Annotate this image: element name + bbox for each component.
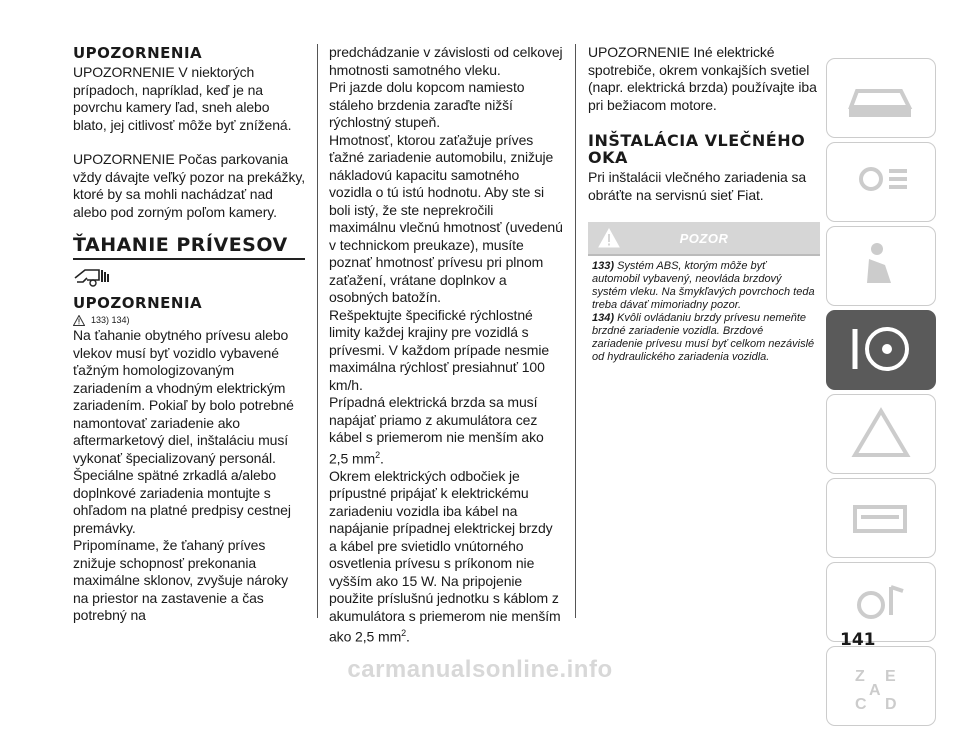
paragraph: UPOZORNENIE Počas parkovania vždy dávajte veľký pozor na prekážky, ktoré by sa mohli nachádzať nad alebo pod zorným poľom kamery.	[73, 151, 306, 220]
car-info-icon	[841, 67, 921, 127]
tab-maintenance[interactable]	[826, 478, 936, 558]
watermark: carmanualsonline.info	[347, 656, 613, 683]
warning-box	[588, 222, 820, 368]
paragraph: Okrem elektrických odbočiek je prípustné pripájať k elektrickému zariadeniu vozidla iba kábel na napájanie prípadnej elektrickej brzdy a kábel pre svietidlo vnútorného osvetlenia prívesu s príkonom nie vyšším ako 15 W. Na pripojenie použite príslušnú jednotku s káblom z akumulátora s priemerom nie menším ako 2,5 $mm^2$.	[329, 467, 561, 645]
warning-body	[588, 254, 820, 368]
lights-icon	[841, 151, 921, 211]
svg-text:D: D	[885, 696, 897, 713]
column-1	[73, 44, 305, 625]
paragraph: Na ťahanie obytného prívesu alebo vlekov musí byť vozidlo vybavené ťažným homologizovaným zariadením a vhodným elektrickým zariadením. Pokiaľ by bolo potrebné namontovať zariadenie ako aftermarketový diel, inštaláciu musí vykonať špecializovaný personál.	[73, 327, 294, 466]
warning-title: POZOR	[679, 231, 729, 246]
section-title-tow-eye: INŠTALÁCIA VLEČNÉHO OKA	[588, 131, 806, 167]
towing-icon	[73, 266, 305, 288]
paragraph: UPOZORNENIE Iné elektrické spotrebiče, okrem vonkajších svetiel (napr. elektrická brzda) používajte iba pri bežiacom motore.	[588, 44, 817, 113]
column-3	[588, 44, 820, 368]
paragraph: Hmotnosť, ktorou zaťažuje príves ťažné zariadenie automobilu, znižuje nákladovú kapacitu samotného vozidla o tú istú hodnotu. Aby ste si boli istý, že ste neprekročili maximálnu vlečnú hmotnosť (uvedenú v technickom preukaze), musíte poznať hmotnosť prívesu pri plnom zaťažení, vrátane doplnkov a osobných batožín.	[329, 131, 563, 305]
paragraph: Pripomíname, že ťahaný príves znižuje schopnosť prekonania maximálne sklonov, zvyšuje nároky na priestor na zastavenie a čas potrebný na	[73, 537, 289, 623]
heading-warnings: UPOZORNENIA	[73, 44, 203, 62]
section-rule	[73, 258, 305, 260]
paragraph: Špeciálne spätné zrkadlá a/alebo doplnkové zariadenia montujte s ohľadom na platné predpisy cestnej premávky.	[73, 467, 291, 536]
warning-triangle-icon	[73, 315, 85, 326]
warning-refs	[73, 314, 305, 326]
warning-item: 133) Systém ABS, ktorým môže byť automobil vybavený, neovláda brzdový systém vleku. Na šmykľavých povrchoch teda treba dávať mimoriadny pozor.	[592, 260, 815, 311]
paragraph: UPOZORNENIE V niektorých prípadoch, napríklad, keď je na povrchu kamery ľad, sneh alebo blato, jej citlivosť môže byť znížená.	[73, 64, 292, 133]
column-2	[329, 44, 563, 646]
paragraph: Pri inštalácii vlečného zariadenia sa obráťte na servisnú sieť Fiat.	[588, 169, 807, 203]
svg-text:C: C	[855, 696, 867, 713]
svg-text:A: A	[869, 682, 881, 699]
section-title-towing: ŤAHANIE PRÍVESOV	[73, 234, 288, 256]
warning-item: 134) Kvôli ovládaniu brzdy prívesu nemeňte brzdné zariadenie vozidla. Brzdové zariadenie prívesu musí byť celkom nezávislé od hydraulického zariadenia vozidla.	[592, 312, 815, 363]
tab-driving[interactable]	[826, 310, 936, 390]
refs-text: 133) 134)	[91, 315, 130, 325]
tab-lights[interactable]	[826, 142, 936, 222]
multimedia-icon	[841, 571, 921, 631]
tab-emergency[interactable]	[826, 394, 936, 474]
maintenance-icon	[841, 487, 921, 547]
tab-car-info[interactable]	[826, 58, 936, 138]
heading-warnings-2: UPOZORNENIA	[73, 294, 203, 312]
steering-wheel-key-icon	[841, 319, 921, 379]
seat-safety-icon	[841, 235, 921, 295]
column-divider	[317, 44, 318, 618]
column-divider	[575, 44, 576, 618]
paragraph: Rešpektujte špecifické rýchlostné limity každej krajiny pre vozidlá s prívesmi. V každom prípade nesmie maximálna rýchlosť presiahnuť 100 km/h.	[329, 306, 550, 393]
tab-seat-safety[interactable]	[826, 226, 936, 306]
paragraph: Pri jazde dolu kopcom namiesto stáleho brzdenia zaraďte nižší rýchlostný stupeň.	[329, 79, 525, 130]
svg-text:E: E	[885, 668, 896, 685]
page-number: 141	[840, 630, 876, 650]
paragraph: Prípadná elektrická brzda sa musí napájať priamo z akumulátora cez kábel s priemerom nie menším ako 2,5 $mm^2$.	[329, 394, 544, 467]
paragraph: predchádzanie v závislosti od celkovej hmotnosti samotného vleku.	[329, 44, 563, 78]
svg-text:Z: Z	[855, 668, 865, 685]
warning-header	[588, 222, 820, 254]
warning-road-icon	[841, 403, 921, 463]
